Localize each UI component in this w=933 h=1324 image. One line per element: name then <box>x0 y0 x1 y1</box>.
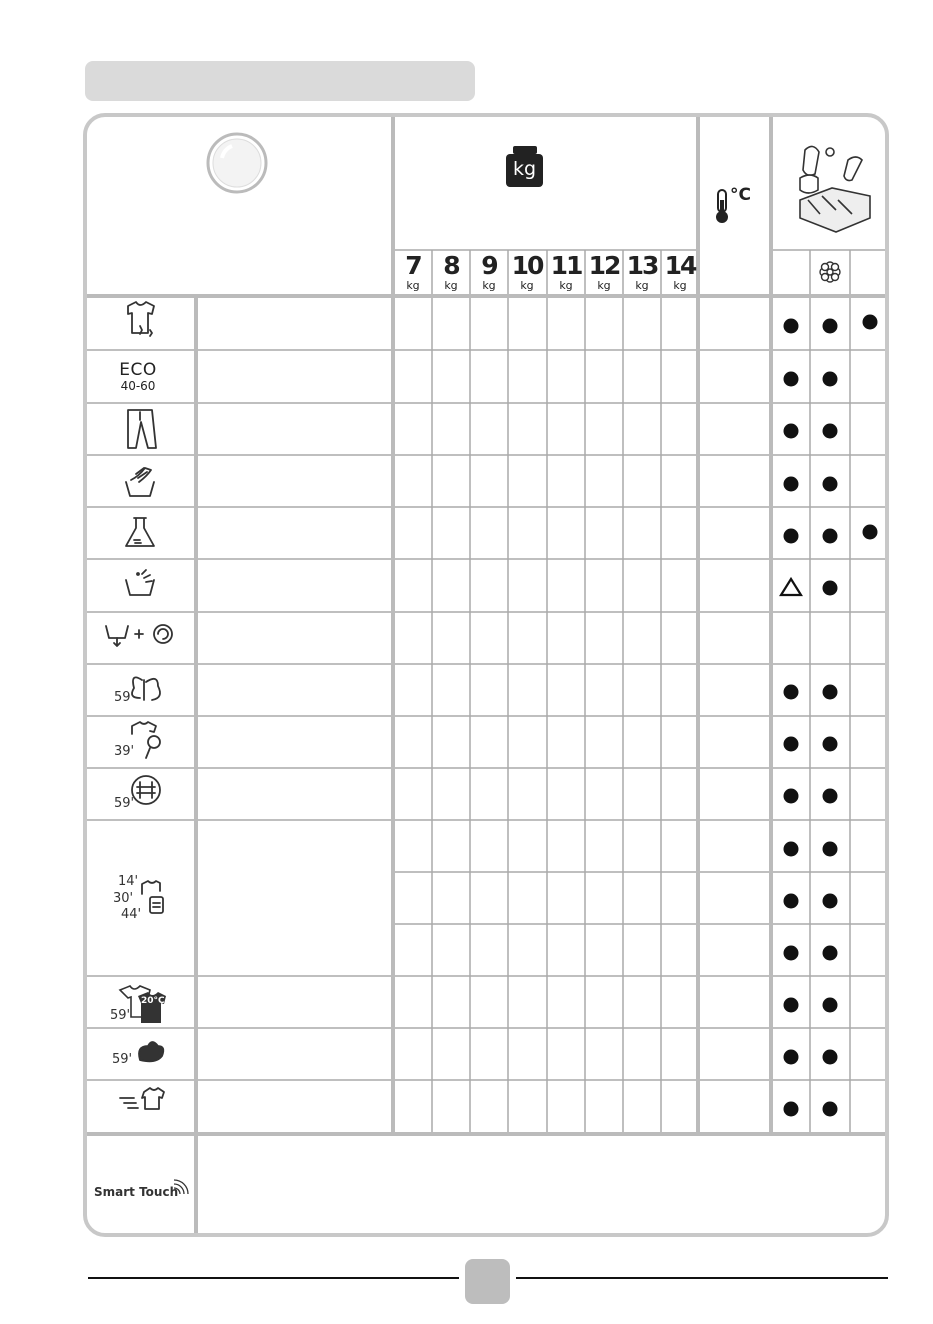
load-column-7-unit: kg <box>406 279 420 292</box>
dose-dot-mark <box>823 842 838 857</box>
dose-dot-mark <box>823 946 838 961</box>
detergent-drawer-icon <box>800 146 870 232</box>
dose-dot-mark <box>863 315 878 330</box>
dose-dot-mark <box>784 529 799 544</box>
dose-dot-mark <box>784 1050 799 1065</box>
load-column-14-number: 14 <box>664 251 696 280</box>
load-column-9-unit: kg <box>482 279 496 292</box>
dose-dot-mark <box>784 477 799 492</box>
time-label-30: 30' <box>113 891 134 906</box>
dose-dot-mark <box>784 894 799 909</box>
load-column-7-number: 7 <box>405 251 421 280</box>
shirt-stars-icon <box>128 302 154 336</box>
dose-dot-mark <box>784 946 799 961</box>
time-label-59-cotton: 59' <box>112 1052 133 1067</box>
weight-kg-label: kg <box>512 158 537 180</box>
time-label-14: 14' <box>118 874 139 889</box>
dose-dot-mark <box>823 477 838 492</box>
dose-dot-mark <box>823 529 838 544</box>
load-column-12-number: 12 <box>588 251 620 280</box>
load-column-12-unit: kg <box>597 279 611 292</box>
dose-dot-mark <box>823 998 838 1013</box>
dose-dot-mark <box>784 789 799 804</box>
drain-spin-icon <box>106 625 172 646</box>
dose-dot-mark <box>823 685 838 700</box>
dose-dot-mark <box>784 737 799 752</box>
load-column-11-unit: kg <box>559 279 573 292</box>
dose-dot-mark <box>823 1102 838 1117</box>
temp-label-20c: 20°C <box>141 996 165 1006</box>
page-number-badge <box>465 1259 510 1304</box>
load-column-13-number: 13 <box>626 251 658 280</box>
hygiene-59-icon <box>132 776 160 804</box>
jeans-icon <box>128 410 156 448</box>
eco-range-label: 40-60 <box>120 379 156 393</box>
load-column-10-number: 10 <box>511 251 543 280</box>
dose-dot-mark <box>823 319 838 334</box>
time-label-44: 44' <box>121 907 142 922</box>
footer-line-left <box>88 1277 459 1279</box>
dose-dot-mark <box>823 894 838 909</box>
dose-dot-mark <box>823 424 838 439</box>
optional-triangle-mark <box>781 579 801 595</box>
flask-icon <box>126 518 154 546</box>
sport-39-icon <box>132 722 160 758</box>
softener-flower-icon <box>820 262 840 282</box>
dose-dot-mark <box>823 581 838 596</box>
time-label-59-butterfly: 59' <box>114 690 135 705</box>
quick-dry-icon <box>120 1088 164 1109</box>
dose-dot-mark <box>823 1050 838 1065</box>
time-label-39-sport: 39' <box>114 744 135 759</box>
dose-dot-mark <box>784 842 799 857</box>
butterfly-59-icon <box>132 677 160 700</box>
dose-dot-mark <box>784 685 799 700</box>
dose-dot-mark <box>784 998 799 1013</box>
load-column-13-unit: kg <box>635 279 649 292</box>
dose-dot-mark <box>823 789 838 804</box>
dose-dot-mark <box>784 319 799 334</box>
dose-dot-mark <box>823 737 838 752</box>
smart-touch-label: Smart Touch <box>94 1185 179 1199</box>
dose-dot-mark <box>784 372 799 387</box>
temperature-unit-label: °C <box>730 185 751 205</box>
dose-dot-mark <box>863 525 878 540</box>
footer-line-right <box>516 1277 888 1279</box>
time-label-59-hygiene: 59' <box>114 796 135 811</box>
load-column-10-unit: kg <box>520 279 534 292</box>
dose-dot-mark <box>784 424 799 439</box>
load-column-9-number: 9 <box>481 251 497 280</box>
eco-label: ECO <box>119 360 157 380</box>
load-column-8-unit: kg <box>444 279 458 292</box>
dose-dot-mark <box>823 372 838 387</box>
hand-wash-icon <box>126 468 154 496</box>
rinse-spray-icon <box>126 570 154 595</box>
load-column-11-number: 11 <box>550 251 582 280</box>
load-column-8-number: 8 <box>443 251 459 280</box>
time-label-59-mixed: 59' <box>110 1008 131 1023</box>
dose-dot-mark <box>784 1102 799 1117</box>
eco-40-60-icon <box>110 361 166 393</box>
thermometer-icon <box>716 190 728 223</box>
program-knob-icon <box>208 134 266 192</box>
load-column-14-unit: kg <box>673 279 687 292</box>
cotton-59-icon <box>139 1042 163 1061</box>
rapid-icon <box>142 881 163 913</box>
